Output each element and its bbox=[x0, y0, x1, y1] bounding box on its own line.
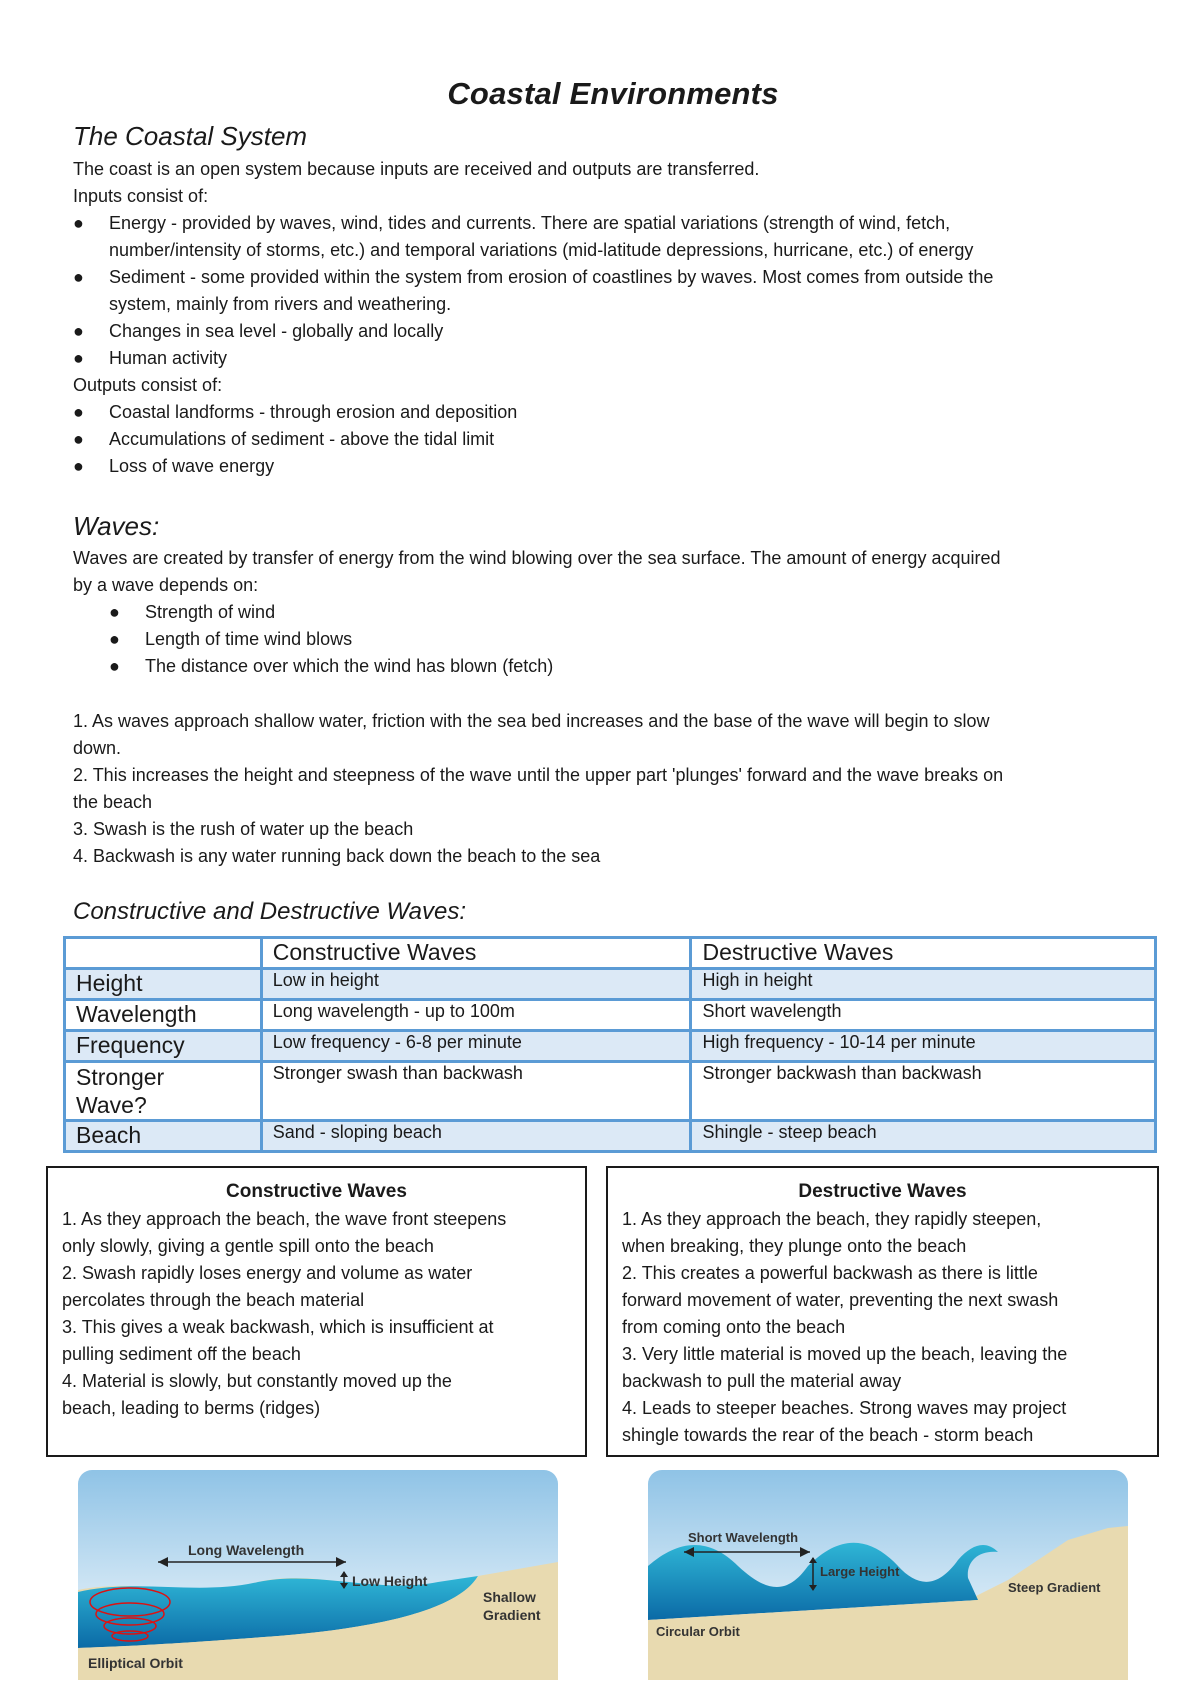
list-item: ● Length of time wind blows bbox=[145, 626, 352, 653]
box-line: only slowly, giving a gentle spill onto the beach bbox=[62, 1236, 434, 1256]
gradient-label: Gradient bbox=[483, 1607, 541, 1623]
row-label: Wavelength bbox=[65, 1000, 262, 1031]
box-line: 4. Material is slowly, but constantly moved up the bbox=[62, 1371, 452, 1391]
box-title: Constructive Waves bbox=[226, 1181, 407, 1202]
wave-step-1-continued: down. bbox=[73, 738, 122, 758]
box-line: 2. This creates a powerful backwash as there is little bbox=[622, 1263, 1038, 1283]
height-label: Large Height bbox=[820, 1564, 900, 1579]
coastal-system-heading: The Coastal System bbox=[73, 121, 308, 151]
box-line: from coming onto the beach bbox=[622, 1317, 846, 1337]
table-cell: High frequency - 10-14 per minute bbox=[691, 1031, 1156, 1062]
table-cell: Shingle - steep beach bbox=[691, 1121, 1156, 1152]
list-item: ● Coastal landforms - through erosion and deposition bbox=[109, 399, 517, 426]
table-header-cell: Constructive Waves bbox=[261, 938, 691, 969]
box-line: pulling sediment off the beach bbox=[62, 1344, 301, 1364]
orbit-label: Circular Orbit bbox=[656, 1624, 740, 1639]
outputs-label: Outputs consist of: bbox=[73, 375, 223, 395]
height-label: Low Height bbox=[352, 1573, 428, 1589]
constructive-waves-box bbox=[46, 1166, 587, 1457]
table-cell: Sand - sloping beach bbox=[261, 1121, 691, 1152]
row-label: Height bbox=[65, 969, 262, 1000]
box-line: when breaking, they plunge onto the beach bbox=[622, 1236, 967, 1256]
box-line: percolates through the beach material bbox=[62, 1290, 365, 1310]
waves-intro-continued: by a wave depends on: bbox=[73, 575, 259, 595]
comparison-heading: Constructive and Destructive Waves: bbox=[73, 898, 467, 925]
table-cell: Stronger swash than backwash bbox=[261, 1062, 691, 1121]
wave-step-2-continued: the beach bbox=[73, 792, 153, 812]
row-label: Beach bbox=[65, 1121, 262, 1152]
list-item: ● Strength of wind bbox=[145, 599, 275, 626]
row-label: Stronger Wave? bbox=[65, 1062, 262, 1121]
bullet-icon: ● bbox=[73, 402, 84, 422]
bullet-icon: ● bbox=[109, 629, 120, 649]
comparison-table bbox=[63, 936, 1157, 1153]
bullet-icon: ● bbox=[73, 429, 84, 449]
bullet-icon: ● bbox=[109, 656, 120, 676]
table-cell: Low in height bbox=[261, 969, 691, 1000]
table-header-cell: Destructive Waves bbox=[691, 938, 1156, 969]
list-item: ● Energy - provided by waves, wind, tides and currents. There are spatial variations (strength of wind, fetch, bbox=[109, 210, 950, 237]
bullet-icon: ● bbox=[73, 321, 84, 341]
table-header-row bbox=[65, 938, 1156, 969]
bullet-icon: ● bbox=[73, 267, 84, 287]
table-row bbox=[65, 1062, 1156, 1121]
table-cell: Stronger backwash than backwash bbox=[691, 1062, 1156, 1121]
list-item: ● Sediment - some provided within the system from erosion of coastlines by waves. Most comes from outside the bbox=[109, 264, 993, 291]
coastal-system-intro: The coast is an open system because inputs are received and outputs are transferred. bbox=[73, 159, 760, 179]
row-label: Frequency bbox=[65, 1031, 262, 1062]
box-line: 3. Very little material is moved up the beach, leaving the bbox=[622, 1344, 1068, 1364]
list-item-continued: number/intensity of storms, etc.) and temporal variations (mid-latitude depressions, hurricane, etc.) of energy bbox=[109, 240, 974, 260]
gradient-label: Steep Gradient bbox=[1008, 1580, 1101, 1595]
destructive-wave-diagram bbox=[648, 1470, 1128, 1680]
list-item: ● The distance over which the wind has blown (fetch) bbox=[145, 653, 553, 680]
box-line: backwash to pull the material away bbox=[622, 1371, 902, 1391]
list-item: ● Loss of wave energy bbox=[109, 453, 274, 480]
page-title: Coastal Environments bbox=[447, 76, 779, 111]
table-cell: Low frequency - 6-8 per minute bbox=[261, 1031, 691, 1062]
bullet-icon: ● bbox=[109, 602, 120, 622]
list-item: ● Human activity bbox=[109, 345, 227, 372]
table-cell: Long wavelength - up to 100m bbox=[261, 1000, 691, 1031]
bullet-icon: ● bbox=[73, 213, 84, 233]
gradient-label: Shallow bbox=[483, 1589, 536, 1605]
table-cell: Short wavelength bbox=[691, 1000, 1156, 1031]
constructive-wave-diagram bbox=[78, 1470, 558, 1680]
table-row bbox=[65, 969, 1156, 1000]
list-item-continued: system, mainly from rivers and weathering. bbox=[109, 294, 452, 314]
bullet-icon: ● bbox=[73, 348, 84, 368]
wave-step-3: 3. Swash is the rush of water up the beach bbox=[73, 819, 414, 839]
box-line: 1. As they approach the beach, they rapidly steepen, bbox=[622, 1209, 1042, 1229]
box-line: 3. This gives a weak backwash, which is insufficient at bbox=[62, 1317, 494, 1337]
box-line: 2. Swash rapidly loses energy and volume as water bbox=[62, 1263, 473, 1283]
box-title: Destructive Waves bbox=[798, 1181, 967, 1202]
wavelength-label: Short Wavelength bbox=[688, 1530, 799, 1545]
bullet-icon: ● bbox=[73, 456, 84, 476]
waves-heading: Waves: bbox=[73, 511, 160, 541]
list-item: ● Changes in sea level - globally and locally bbox=[109, 318, 443, 345]
box-line: 1. As they approach the beach, the wave front steepens bbox=[62, 1209, 507, 1229]
wave-step-1: 1. As waves approach shallow water, friction with the sea bed increases and the base of the wave will begin to slow bbox=[73, 711, 990, 731]
table-row bbox=[65, 1031, 1156, 1062]
wavelength-label: Long Wavelength bbox=[188, 1542, 305, 1558]
table-header-cell bbox=[65, 938, 262, 969]
box-line: forward movement of water, preventing the next swash bbox=[622, 1290, 1059, 1310]
box-line: shingle towards the rear of the beach - storm beach bbox=[622, 1425, 1034, 1445]
table-cell: High in height bbox=[691, 969, 1156, 1000]
box-line: 4. Leads to steeper beaches. Strong waves may project bbox=[622, 1398, 1067, 1418]
table-row bbox=[65, 1121, 1156, 1152]
orbit-label: Elliptical Orbit bbox=[88, 1655, 183, 1671]
waves-intro: Waves are created by transfer of energy from the wind blowing over the sea surface. The amount of energy acquired bbox=[73, 548, 1001, 568]
list-item: ● Accumulations of sediment - above the tidal limit bbox=[109, 426, 494, 453]
box-line: beach, leading to berms (ridges) bbox=[62, 1398, 321, 1418]
wave-step-4: 4. Backwash is any water running back down the beach to the sea bbox=[73, 846, 601, 866]
table-row bbox=[65, 1000, 1156, 1031]
inputs-label: Inputs consist of: bbox=[73, 186, 209, 206]
destructive-waves-box bbox=[606, 1166, 1159, 1457]
wave-step-2: 2. This increases the height and steepness of the wave until the upper part 'plunges' forward and the wave breaks on bbox=[73, 765, 1004, 785]
